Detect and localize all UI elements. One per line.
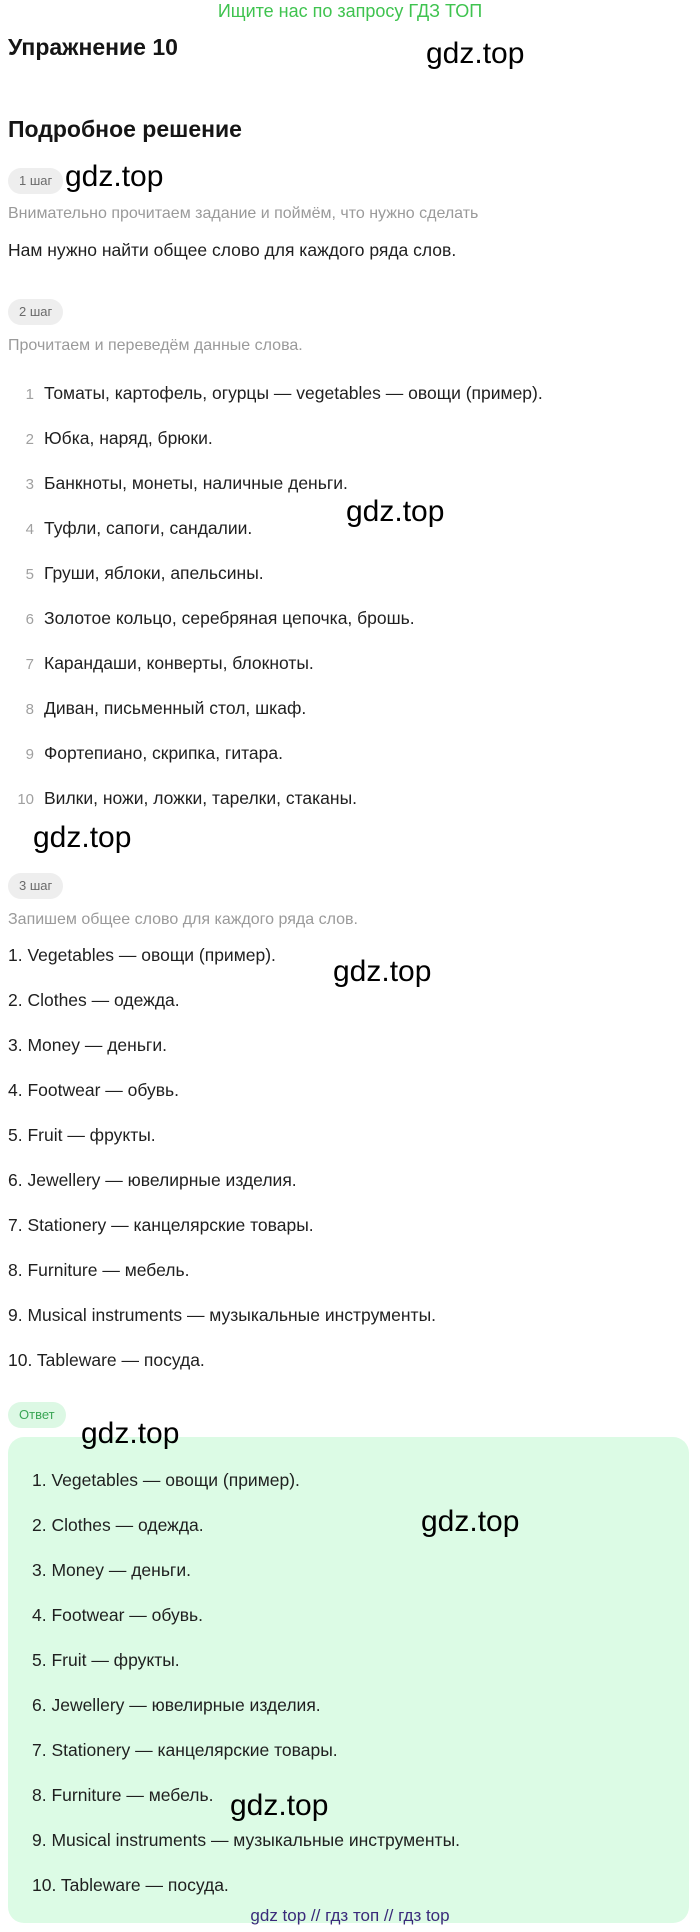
list-item: 3. Money — деньги. <box>8 1035 167 1055</box>
list-item-text: Вилки, ножи, ложки, тарелки, стаканы. <box>44 788 358 808</box>
list-item-number: 7 <box>25 656 34 673</box>
list-item-number: 6 <box>25 611 34 628</box>
list-item: 2. Clothes — одежда. <box>8 990 180 1010</box>
answer-item: 1. Vegetables — овощи (пример). <box>32 1470 300 1490</box>
list-item <box>8 518 252 544</box>
answer-item: 5. Fruit — фрукты. <box>32 1650 180 1670</box>
list-item-text: Фортепиано, скрипка, гитара. <box>44 743 283 763</box>
list-item-number: 8 <box>25 701 34 718</box>
list-item: 1. Vegetables — овощи (пример). <box>8 945 276 965</box>
solution-heading: Подробное решение <box>8 116 242 142</box>
list-item <box>8 698 306 724</box>
watermark: gdz.top <box>65 160 164 193</box>
list-item <box>8 653 314 679</box>
watermark: gdz.top <box>230 1789 329 1822</box>
step-2-hint: Прочитаем и переведём данные слова. <box>8 337 303 354</box>
list-item-number: 4 <box>25 521 34 538</box>
list-item-number: 10 <box>17 791 34 808</box>
answer-item: 6. Jewellery — ювелирные изделия. <box>32 1695 321 1715</box>
list-item-text: Туфли, сапоги, сандалии. <box>44 518 253 538</box>
answer-item: 2. Clothes — одежда. <box>32 1515 204 1535</box>
watermark: gdz.top <box>33 821 132 854</box>
list-item: 10. Tableware — посуда. <box>8 1350 205 1370</box>
list-item-text: Юбка, наряд, брюки. <box>44 428 213 448</box>
answer-item: 4. Footwear — обувь. <box>32 1605 204 1625</box>
list-item <box>8 473 348 499</box>
answer-item: 7. Stationery — канцелярские товары. <box>32 1740 338 1760</box>
list-item <box>8 563 264 589</box>
watermark: gdz.top <box>346 495 445 528</box>
list-item-text: Томаты, картофель, огурцы — vegetables — овощи (пример). <box>44 383 543 403</box>
list-item-text: Диван, письменный стол, шкаф. <box>44 698 307 718</box>
answer-item: 3. Money — деньги. <box>32 1560 191 1580</box>
answer-item: 8. Furniture — мебель. <box>32 1785 214 1805</box>
list-item <box>8 743 283 769</box>
list-item-number: 3 <box>25 476 34 493</box>
list-item: 4. Footwear — обувь. <box>8 1080 180 1100</box>
list-item <box>8 608 415 634</box>
step-3-hint: Запишем общее слово для каждого ряда слов. <box>8 911 358 928</box>
list-item-text: Карандаши, конверты, блокноты. <box>44 653 314 673</box>
list-item-number: 9 <box>25 746 34 763</box>
list-item-number: 5 <box>25 566 34 583</box>
list-item: 8. Furniture — мебель. <box>8 1260 190 1280</box>
step-2-badge: 2 шаг <box>8 299 63 325</box>
search-banner: Ищите нас по запросу ГДЗ ТОП <box>217 1 483 21</box>
step-1-hint: Внимательно прочитаем задание и поймём, что нужно сделать <box>8 205 479 222</box>
step-1-text: Нам нужно найти общее слово для каждого ряда слов. <box>8 240 457 260</box>
step-3-badge: 3 шаг <box>8 873 63 899</box>
watermark: gdz.top <box>421 1505 520 1538</box>
list-item-number: 2 <box>25 431 34 448</box>
answer-item: 10. Tableware — посуда. <box>32 1875 229 1895</box>
answer-badge: Ответ <box>8 1402 66 1428</box>
list-item: 9. Musical instruments — музыкальные инструменты. <box>8 1305 437 1325</box>
list-item: 7. Stationery — канцелярские товары. <box>8 1215 314 1235</box>
list-item: 5. Fruit — фрукты. <box>8 1125 156 1145</box>
watermark: gdz.top <box>81 1417 180 1450</box>
list-item-text: Банкноты, монеты, наличные деньги. <box>44 473 348 493</box>
watermark: gdz.top <box>426 37 525 70</box>
answer-item: 9. Musical instruments — музыкальные инструменты. <box>32 1830 461 1850</box>
page-title: Упражнение 10 <box>8 34 178 60</box>
watermark: gdz.top <box>333 955 432 988</box>
list-item-number: 1 <box>25 386 34 403</box>
list-item <box>8 428 213 454</box>
list-item-text: Золотое кольцо, серебряная цепочка, брошь. <box>44 608 415 628</box>
list-item <box>8 383 543 409</box>
list-item: 6. Jewellery — ювелирные изделия. <box>8 1170 297 1190</box>
list-item-text: Груши, яблоки, апельсины. <box>44 563 264 583</box>
footer-links: gdz top // гдз топ // гдз top <box>250 1906 450 1925</box>
step-1-badge: 1 шаг <box>8 168 63 194</box>
list-item <box>8 788 357 814</box>
